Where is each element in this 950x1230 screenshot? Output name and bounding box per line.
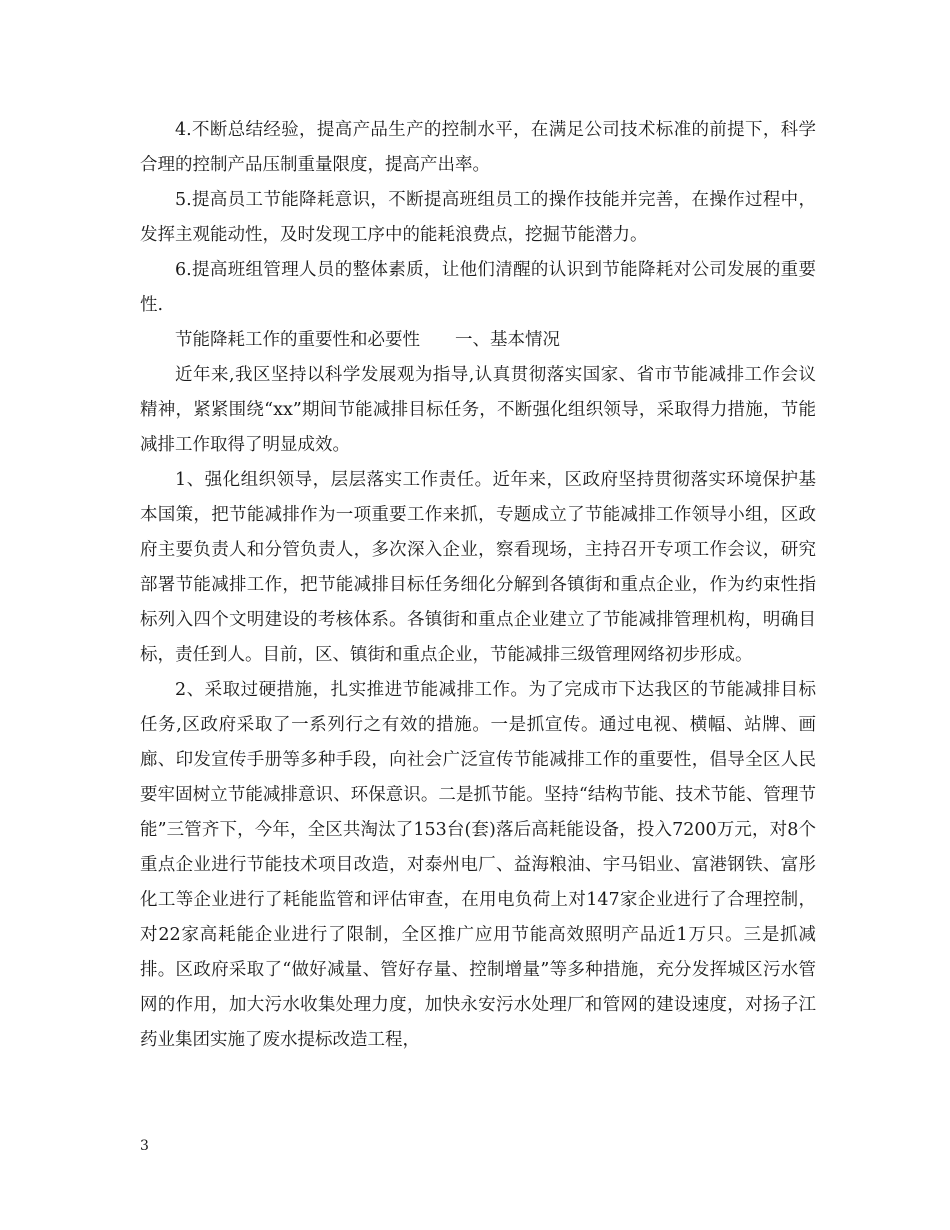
- paragraph-measures: 2、采取过硬措施，扎实推进节能减排工作。为了完成市下达我区的节能减排目标任务,区政府采取了一系列行之有效的措施。一是抓宣传。通过电视、横幅、站牌、画廊、印发宣传手册等多种手段，向社会广泛宣传节能减排工作的重要性，倡导全区人民要牢固树立节能减排意识、环保意识。二是抓节能。坚持“结构节能、技术节能、管理节能”三管齐下，今年，全区共淘汰了153台(套)落后高耗能设备，投入7200万元，对8个重点企业进行节能技术项目改造，对泰州电厂、益海粮油、宇马铝业、富港钢铁、富彤化工等企业进行了耗能监管和评估审查，在用电负荷上对147家企业进行了合理控制，对22家高耗能企业进行了限制，全区推广应用节能高效照明产品近1万只。三是抓减排。区政府采取了“做好减量、管好存量、控制增量”等多种措施，充分发挥城区污水管网的作用，加大污水收集处理力度，加快永安污水处理厂和管网的建设速度，对扬子江药业集团实施了废水提标改造工程，: [140, 680, 816, 1050]
- paragraph-item-6: 6.提高班组管理人员的整体素质，让他们清醒的认识到节能降耗对公司发展的重要性.: [140, 260, 816, 315]
- page-number: 3: [140, 1138, 149, 1154]
- document-body: [140, 113, 816, 1058]
- paragraph-organization: 1、强化组织领导，层层落实工作责任。近年来，区政府坚持贯彻落实环境保护基本国策，把节能减排作为一项重要工作来抓，专题成立了节能减排工作领导小组，区政府主要负责人和分管负责人，多次深入企业，察看现场，主持召开专项工作会议，研究部署节能减排工作，把节能减排目标任务细化分解到各镇街和重点企业，作为约束性指标列入四个文明建设的考核体系。各镇街和重点企业建立了节能减排管理机构，明确目标，责任到人。目前，区、镇街和重点企业，节能减排三级管理网络初步形成。: [140, 470, 816, 665]
- section-heading: 节能降耗工作的重要性和必要性 一、基本情况: [175, 330, 560, 350]
- paragraph-item-5: 5.提高员工节能降耗意识，不断提高班组员工的操作技能并完善，在操作过程中，发挥主观能动性，及时发现工序中的能耗浪费点，挖掘节能潜力。: [140, 190, 816, 245]
- paragraph-item-4: 4.不断总结经验，提高产品生产的控制水平，在满足公司技术标准的前提下，科学合理的控制产品压制重量限度，提高产出率。: [140, 120, 816, 175]
- paragraph-intro: 近年来,我区坚持以科学发展观为指导,认真贯彻落实国家、省市节能减排工作会议精神，紧紧围绕“xx”期间节能减排目标任务，不断强化组织领导，采取得力措施，节能减排工作取得了明显成效。: [140, 365, 816, 455]
